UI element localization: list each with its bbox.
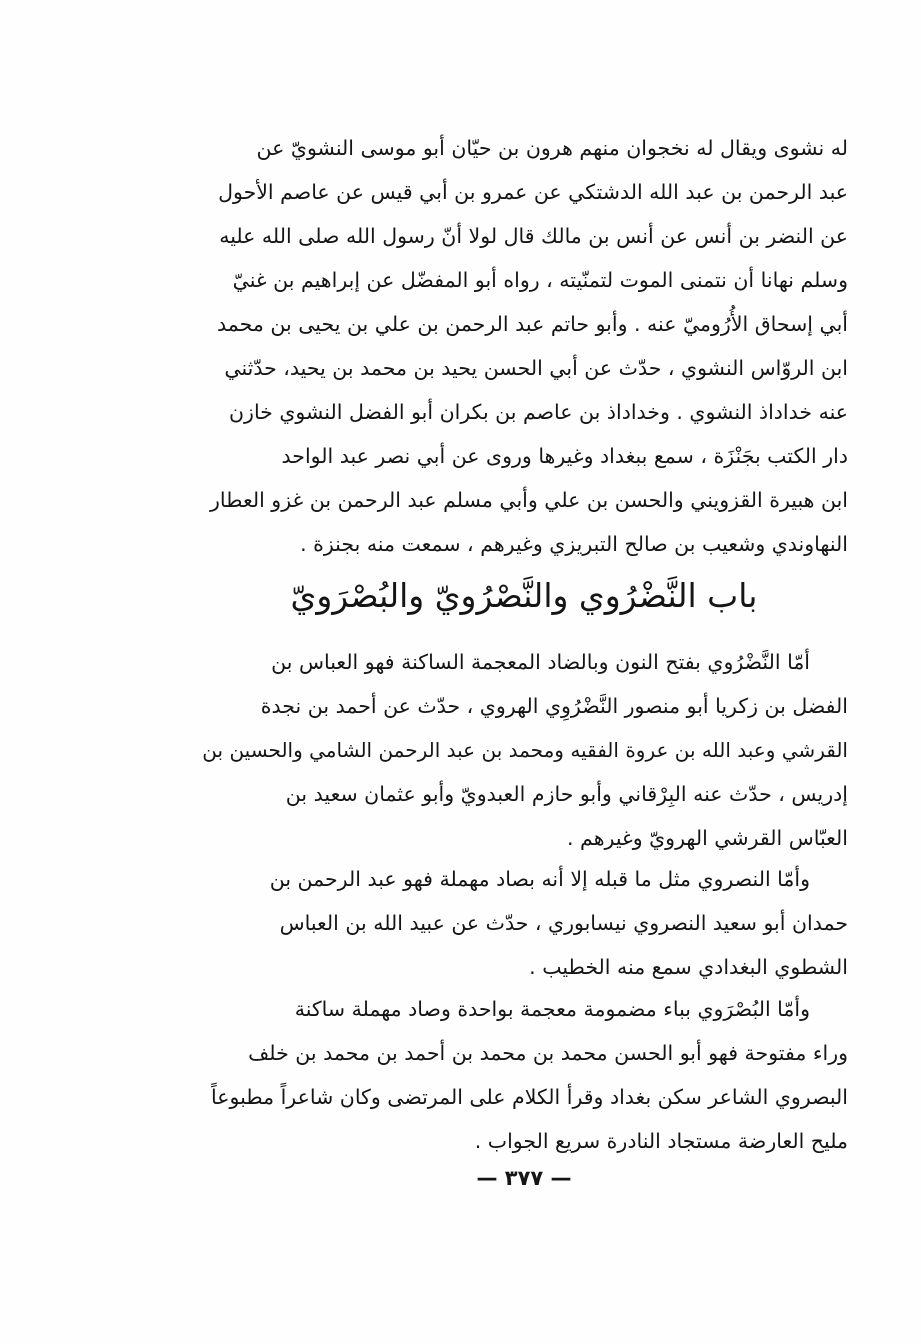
text-line: وأمّا البُصْرَوي بباء مضمومة معجمة بواحدة وصاد مهملة ساكنة — [294, 997, 810, 1021]
text-line: القرشي وعبد الله بن عروة الفقيه ومحمد بن عبد الرحمن الشامي والحسين بن — [202, 738, 848, 762]
text-line: النهاوندي وشعيب بن صالح التبريزي وغيرهم ، سمعت منه بجنزة . — [300, 532, 848, 556]
text-line: إدريس ، حدّث عنه البِرْقاني وأبو حازم العبدويّ وأبو عثمان سعيد بن — [285, 782, 848, 806]
text-line: عنه خداداذ النشوي . وخداداذ بن عاصم بن بكران أبو الفضل النشوي خازن — [228, 400, 848, 424]
text-line: أمّا النَّضْرُوي بفتح النون وبالضاد المعجمة الساكنة فهو العباس بن — [271, 650, 810, 674]
text-line: العبّاس القرشي الهرويّ وغيرهم . — [567, 826, 848, 850]
text-line: حمدان أبو سعيد النصروي نيسابوري ، حدّث عن عبيد الله بن العباس — [279, 911, 848, 935]
chapter-heading: باب النَّضْرُوي والنَّصْرُويّ والبُصْرَويّ — [290, 576, 758, 615]
text-line: ابن الروّاس النشوي ، حدّث عن أبي الحسن يحيد بن محمد بن يحيد، حدّثني — [224, 356, 848, 380]
page-number: — ٣٧٧ — — [476, 1166, 572, 1190]
basrawi-paragraph — [200, 987, 848, 1163]
text-line: أبي إسحاق الأُرُوميّ عنه . وأبو حاتم عبد الرحمن بن علي بن يحيى بن محمد — [217, 312, 848, 336]
opening-paragraph — [200, 126, 848, 566]
text-line: وسلم نهانا أن نتمنى الموت لتمنّيته ، رواه أبو المفضّل عن إبراهيم بن غنيّ — [232, 268, 848, 292]
text-line: عبد الرحمن بن عبد الله الدشتكي عن عمرو بن أبي قيس عن عاصم الأحول — [218, 180, 848, 204]
text-line: دار الكتب بجَنْزَة ، سمع ببغداد وغيرها وروى عن أبي نصر عبد الواحد — [281, 444, 848, 468]
text-line: البصروي الشاعر سكن بغداد وقرأ الكلام على المرتضى وكان شاعراً مطبوعاً — [211, 1085, 848, 1109]
text-line: ابن هبيرة القزويني والحسن بن علي وأبي مسلم عبد الرحمن بن غزو العطار — [209, 488, 848, 512]
text-line: له نشوى ويقال له نخجوان منهم هرون بن حيّان أبو موسى النشويّ عن — [256, 136, 848, 160]
text-line: مليح العارضة مستجاد النادرة سريع الجواب . — [474, 1129, 848, 1153]
text-line: وأمّا النصروي مثل ما قبله إلا أنه بصاد مهملة فهو عبد الرحمن بن — [269, 867, 810, 891]
nadrawi-paragraph — [200, 640, 848, 860]
text-line: الشطوي البغدادي سمع منه الخطيب . — [529, 955, 848, 979]
text-line: عن النضر بن أنس عن أنس بن مالك قال لولا أنّ رسول الله صلى الله عليه — [219, 224, 848, 248]
text-line: الفضل بن زكريا أبو منصور النَّضْرُوِي الهروي ، حدّث عن أحمد بن نجدة — [260, 694, 848, 718]
nasrawi-paragraph — [200, 857, 848, 989]
text-line: وراء مفتوحة فهو أبو الحسن محمد بن محمد بن أحمد بن محمد بن خلف — [248, 1041, 848, 1065]
